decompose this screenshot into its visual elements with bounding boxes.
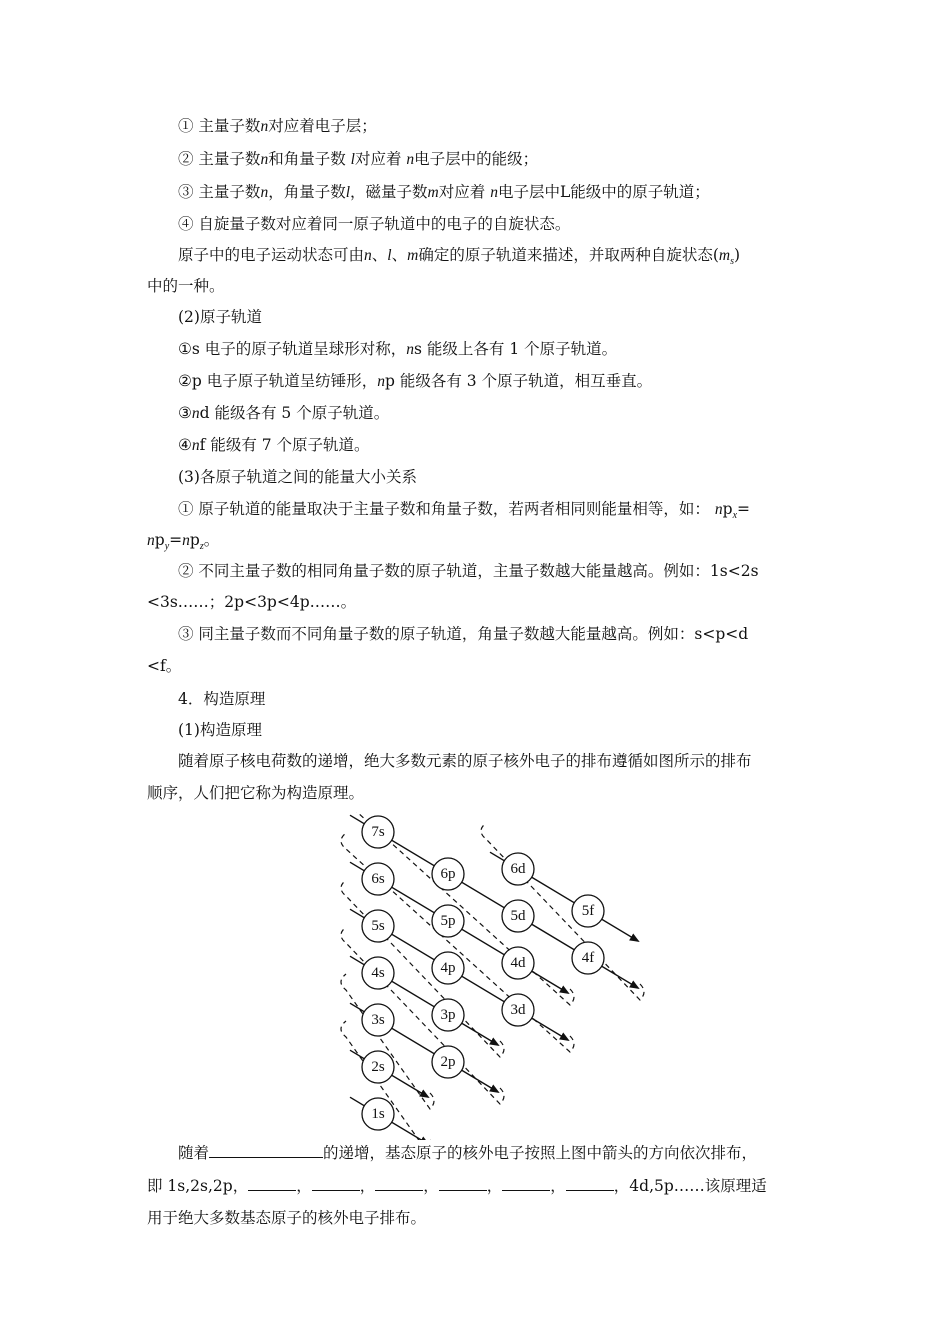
text: 电子层中L能级中的原子轨道；	[497, 183, 710, 201]
orbital-node-4s	[362, 957, 394, 989]
orbital-node-7s	[362, 816, 394, 848]
symbol-m: m	[407, 247, 419, 264]
orbital-node-2p	[432, 1046, 464, 1078]
orbital-node-3d	[502, 994, 534, 1026]
text-line-11	[178, 435, 370, 456]
text-line-13	[178, 499, 750, 526]
answer-blank[interactable]	[566, 1176, 614, 1191]
orbital-node-4d	[502, 947, 534, 979]
orbital-label: 5d	[510, 908, 526, 924]
text: p 能级各有 3 个原子轨道，相互垂直。	[385, 372, 653, 390]
text: 对应着电子层；	[268, 117, 377, 135]
text-line-18: <f。	[147, 657, 182, 675]
orbital-node-5p	[432, 905, 464, 937]
symbol-m: m	[427, 184, 439, 201]
orbital-node-2s	[362, 1051, 394, 1083]
orbital-node-3p	[432, 999, 464, 1031]
orbital-label: 4d	[510, 955, 526, 971]
text: ，	[296, 1177, 312, 1195]
text-line-22: 顺序，人们把它称为构造原理。	[147, 784, 365, 802]
symbol-ms: m	[718, 247, 731, 264]
subscript-z: z	[199, 541, 204, 553]
subscript-y: y	[164, 541, 170, 553]
text: ② 主量子数	[178, 150, 261, 168]
orbital-label: 7s	[371, 824, 385, 840]
text: 对应着	[354, 150, 402, 168]
answer-blank[interactable]	[439, 1176, 487, 1191]
text: 原子中的电子运动状态可由	[178, 246, 365, 264]
text: ，	[359, 1177, 376, 1195]
text: ，角量子数	[268, 183, 346, 201]
orbital-node-6d	[502, 853, 534, 885]
text: ①s 电子的原子轨道呈球形对称，	[178, 340, 407, 358]
text: ① 主量子数	[178, 117, 261, 135]
orbital-label: 5f	[581, 903, 595, 919]
symbol-l: l	[387, 247, 392, 264]
symbol-n: n	[191, 405, 200, 422]
text: 的递增，基态原子的核外电子按照上图中箭头的方向依次排布，	[323, 1144, 758, 1162]
heading-orbitals: (2)原子轨道	[178, 308, 262, 326]
text: p	[154, 531, 165, 549]
text: ，	[423, 1177, 439, 1195]
orbital-node-4f	[572, 942, 604, 974]
orbital-node-5s	[362, 910, 394, 942]
text: ，磁量子数	[350, 183, 428, 201]
symbol-n: n	[182, 532, 190, 549]
text: 即 1s,2s,2p，	[147, 1177, 249, 1195]
text: )	[733, 246, 741, 264]
text-line-15: ② 不同主量子数的相同角量子数的原子轨道，主量子数越大能量越高。例如：1s<2s	[178, 562, 759, 580]
text: d 能级各有 5 个原子轨道。	[199, 404, 390, 422]
orbital-label: 2p	[440, 1054, 456, 1070]
text-line-6: 中的一种。	[147, 277, 225, 295]
symbol-n: n	[260, 118, 269, 135]
text-line-14	[147, 530, 219, 557]
orbital-label: 5s	[371, 918, 385, 934]
question-line-1	[178, 1143, 757, 1163]
text: 电子层中的能级；	[414, 150, 539, 168]
question-line-3: 用于绝大多数基态原子的核外电子排布。	[147, 1209, 427, 1227]
symbol-n: n	[260, 184, 269, 201]
orbital-label: 4p	[440, 960, 456, 976]
orbital-label: 2s	[371, 1059, 385, 1075]
symbol-n: n	[147, 532, 155, 549]
heading-energy: (3)各原子轨道之间的能量大小关系	[178, 468, 417, 486]
text-line-21: 随着原子核电荷数的递增，绝大多数元素的原子核外电子的排布遵循如图所示的排布	[178, 752, 752, 770]
symbol-n: n	[714, 501, 723, 518]
text: ②p 电子原子轨道呈纺锤形，	[178, 372, 378, 390]
orbital-node-3s	[362, 1004, 394, 1036]
symbol-l: l	[345, 184, 351, 201]
text-line-3	[178, 182, 710, 203]
text: ③ 主量子数	[178, 183, 261, 201]
text: 、	[371, 246, 388, 264]
text: ，	[550, 1177, 566, 1195]
subscript-s: s	[730, 256, 734, 268]
text: 、	[391, 246, 408, 264]
symbol-n: n	[406, 151, 415, 168]
text-line-8	[178, 339, 617, 360]
text-line-4: ④ 自旋量子数对应着同一原子轨道中的电子的自旋状态。	[178, 215, 571, 233]
subheading-aufbau: (1)构造原理	[178, 721, 262, 739]
orbital-label: 6s	[371, 871, 385, 887]
text-line-10	[178, 403, 389, 424]
orbital-node-5d	[502, 900, 534, 932]
text: ③	[178, 404, 192, 422]
symbol-n: n	[364, 247, 372, 264]
symbol-n: n	[377, 373, 385, 390]
text-line-17: ③ 同主量子数而不同角量子数的原子轨道，角量子数越大能量越高。例如：s<p<d	[178, 625, 749, 643]
text: 和角量子数	[268, 150, 346, 168]
question-line-2	[147, 1176, 767, 1196]
symbol-n: n	[406, 341, 415, 358]
text-line-2	[178, 149, 538, 170]
orbital-node-1s	[362, 1098, 394, 1130]
symbol-l: l	[350, 151, 355, 168]
orbital-node-4p	[432, 952, 464, 984]
symbol-n: n	[490, 184, 498, 201]
symbol-n: n	[260, 151, 269, 168]
orbital-label: 5p	[440, 913, 456, 929]
orbital-label: 4s	[371, 965, 385, 981]
text-line-1	[178, 116, 377, 137]
text: 确定的原子轨道来描述，并取两种自旋状态(	[418, 246, 719, 264]
orbital-label: 6p	[440, 866, 456, 882]
text: p	[722, 500, 733, 518]
text: 对应着	[438, 183, 486, 201]
return-loop	[341, 974, 434, 1109]
text: f 能级有 7 个原子轨道。	[199, 436, 370, 454]
text: 。	[203, 531, 220, 549]
orbital-label: 6d	[510, 861, 526, 877]
orbital-label: 1s	[371, 1106, 385, 1122]
orbital-label: 4f	[581, 950, 595, 966]
text: =	[737, 500, 751, 518]
text-line-16: <3s……；2p<3p<4p……。	[147, 593, 357, 611]
text: s 能级上各有 1 个原子轨道。	[414, 340, 618, 358]
answer-blank[interactable]	[502, 1176, 550, 1191]
answer-blank[interactable]	[375, 1176, 423, 1191]
text: ，4d,5p……该原理适	[613, 1177, 767, 1195]
answer-blank[interactable]	[209, 1143, 323, 1158]
heading-aufbau: 4．构造原理	[178, 690, 266, 708]
orbital-label: 3d	[510, 1002, 526, 1018]
text: p	[189, 531, 200, 549]
answer-blank[interactable]	[312, 1176, 360, 1191]
text: ④	[178, 436, 192, 454]
orbital-node-5f	[572, 895, 604, 927]
text: =	[169, 531, 183, 549]
aufbau-diagram	[330, 812, 650, 1140]
text-line-5	[178, 245, 740, 272]
orbital-label: 3s	[371, 1012, 385, 1028]
text-line-9	[178, 371, 652, 392]
orbital-node-6p	[432, 858, 464, 890]
subscript-x: x	[732, 510, 738, 522]
orbital-node-6s	[362, 863, 394, 895]
text: 随着	[178, 1144, 210, 1162]
text: ，	[486, 1177, 503, 1195]
text: ① 原子轨道的能量取决于主量子数和角量子数，若两者相同则能量相等，如：	[178, 500, 710, 518]
answer-blank[interactable]	[248, 1176, 296, 1191]
symbol-n: n	[191, 437, 200, 454]
orbital-label: 3p	[440, 1007, 456, 1023]
